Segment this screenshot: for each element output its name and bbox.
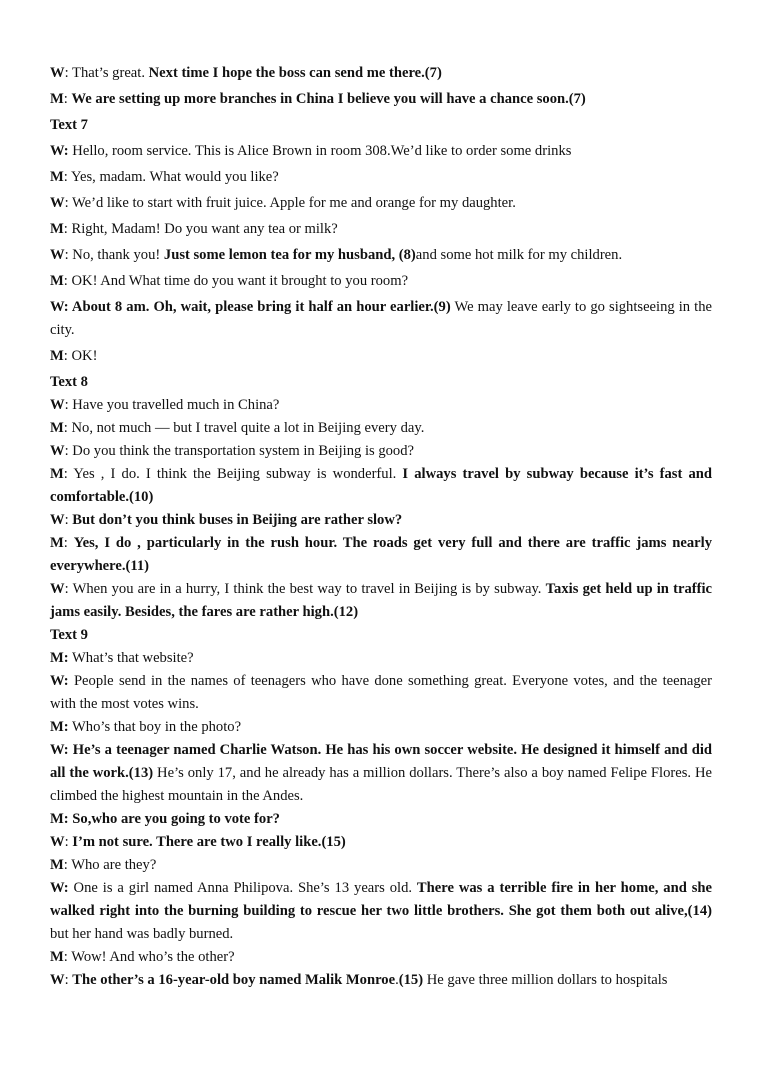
text: : xyxy=(64,834,73,850)
bold-text: M xyxy=(50,221,64,237)
bold-text: W: About 8 am. Oh, wait, please bring it half an hour earlier.(9) xyxy=(50,299,451,315)
text: : Yes, madam. What would you like? xyxy=(63,169,279,185)
dialogue-line xyxy=(50,624,712,647)
bold-text: M xyxy=(50,466,64,482)
bold-text: Next time I hope the boss can send me there.(7) xyxy=(148,65,442,81)
text: : Yes , I do. I think the Beijing subway is wonderful. xyxy=(63,466,403,482)
bold-text: Taxis get held up in traffic jams easily. Besides, the fares are rather high.(12) xyxy=(50,581,713,620)
dialogue-line xyxy=(50,62,712,85)
dialogue-line xyxy=(50,218,712,241)
dialogue-line xyxy=(50,88,712,111)
dialogue-line xyxy=(50,440,712,463)
bold-text: M xyxy=(50,420,64,436)
bold-text: Just some lemon tea for my husband, (8) xyxy=(163,247,416,263)
bold-text: The other’s a 16-year-old boy named Malik Monroe xyxy=(72,972,396,988)
dialogue-line xyxy=(50,831,712,854)
bold-text: W: He’s a teenager named Charlie Watson. He has his own soccer website. He designed it himself and did all the work.(13) xyxy=(50,742,712,781)
dialogue-line xyxy=(50,192,712,215)
dialogue-line xyxy=(50,877,712,946)
dialogue-line xyxy=(50,578,712,624)
dialogue-line xyxy=(50,394,712,417)
dialogue-line xyxy=(50,509,712,532)
text: : Wow! And who’s the other? xyxy=(63,949,235,965)
dialogue-line xyxy=(50,345,712,368)
text: : xyxy=(63,535,74,551)
text: : OK! xyxy=(63,348,98,364)
bold-text: Yes, I do , particularly in the rush hour. The roads get very full and there are traffic jams nearly everywhere.(11) xyxy=(50,535,712,574)
text: : OK! And What time do you want it brought to you room? xyxy=(63,273,409,289)
dialogue-line xyxy=(50,296,712,342)
bold-text: M: xyxy=(50,719,69,735)
bold-text: There was a terrible fire in her home, and she walked right into the burning building to rescue her two little brothers. She got them both out alive,(14) xyxy=(50,880,712,919)
dialogue-line xyxy=(50,716,712,739)
bold-text: M xyxy=(50,857,64,873)
bold-text: (15) xyxy=(398,972,424,988)
text: but her hand was badly burned. xyxy=(50,926,234,942)
dialogue-line xyxy=(50,166,712,189)
dialogue-line xyxy=(50,739,712,808)
bold-text: W xyxy=(50,512,65,528)
text: : xyxy=(63,91,72,107)
dialogue-line xyxy=(50,808,712,831)
bold-text: W xyxy=(50,65,65,81)
dialogue-line xyxy=(50,463,712,509)
bold-text: W: xyxy=(50,673,69,689)
dialogue-line xyxy=(50,647,712,670)
bold-text: W: xyxy=(50,880,69,896)
bold-text: Text 9 xyxy=(50,627,88,643)
bold-text: But don’t you think buses in Beijing are rather slow? xyxy=(72,512,403,528)
text: : Have you travelled much in China? xyxy=(64,397,280,413)
bold-text: M xyxy=(50,91,64,107)
dialogue-line xyxy=(50,969,712,992)
text: What’s that website? xyxy=(68,650,194,666)
dialogue-line xyxy=(50,140,712,163)
transcript-page xyxy=(50,62,712,992)
text: : xyxy=(64,512,73,528)
text: : We’d like to start with fruit juice. Apple for me and orange for my daughter. xyxy=(64,195,516,211)
text: . xyxy=(395,972,399,988)
bold-text: W xyxy=(50,972,65,988)
text: Hello, room service. This is Alice Brown in room 308.We’d like to order some drinks xyxy=(68,143,572,159)
bold-text: I’m not sure. There are two I really like.(15) xyxy=(72,834,346,850)
dialogue-line xyxy=(50,244,712,267)
text: : That’s great. xyxy=(64,65,149,81)
bold-text: M: xyxy=(50,650,69,666)
bold-text: W xyxy=(50,397,65,413)
bold-text: W xyxy=(50,195,65,211)
dialogue-line xyxy=(50,532,712,578)
bold-text: M: So,who are you going to vote for? xyxy=(50,811,280,827)
text: : Do you think the transportation system in Beijing is good? xyxy=(64,443,415,459)
bold-text: M xyxy=(50,273,64,289)
text: : Right, Madam! Do you want any tea or milk? xyxy=(63,221,338,237)
text: People send in the names of teenagers who have done something great. Everyone votes, and the teenager with the most votes wins. xyxy=(50,673,712,712)
text: : When you are in a hurry, I think the best way to travel in Beijing is by subway. xyxy=(64,581,546,597)
text: He’s only 17, and he already has a million dollars. There’s also a boy named Felipe Flores. He climbed the highest mountain in the Andes. xyxy=(50,765,712,804)
dialogue-line xyxy=(50,946,712,969)
dialogue-line xyxy=(50,670,712,716)
text: : Who are they? xyxy=(63,857,157,873)
dialogue-line xyxy=(50,114,712,137)
text: Who’s that boy in the photo? xyxy=(68,719,242,735)
dialogue-line xyxy=(50,371,712,394)
text: : No, not much — but I travel quite a lot in Beijing every day. xyxy=(63,420,425,436)
bold-text: M xyxy=(50,348,64,364)
bold-text: W xyxy=(50,443,65,459)
bold-text: W xyxy=(50,581,65,597)
text: He gave three million dollars to hospitals xyxy=(423,972,668,988)
bold-text: Text 8 xyxy=(50,374,88,390)
bold-text: Text 7 xyxy=(50,117,88,133)
dialogue-line xyxy=(50,854,712,877)
bold-text: M xyxy=(50,169,64,185)
text: One is a girl named Anna Philipova. She’s 13 years old. xyxy=(68,880,417,896)
text: : xyxy=(64,972,73,988)
bold-text: W: xyxy=(50,143,69,159)
text: : No, thank you! xyxy=(64,247,164,263)
bold-text: We are setting up more branches in China I believe you will have a chance soon.(7) xyxy=(71,91,586,107)
text: We may leave early to go sightseeing in the city. xyxy=(50,299,712,338)
bold-text: M xyxy=(50,535,64,551)
bold-text: W xyxy=(50,247,65,263)
text: and some hot milk for my children. xyxy=(415,247,623,263)
dialogue-line xyxy=(50,270,712,293)
dialogue-line xyxy=(50,417,712,440)
bold-text: I always travel by subway because it’s fast and comfortable.(10) xyxy=(50,466,712,505)
bold-text: W xyxy=(50,834,65,850)
bold-text: M xyxy=(50,949,64,965)
